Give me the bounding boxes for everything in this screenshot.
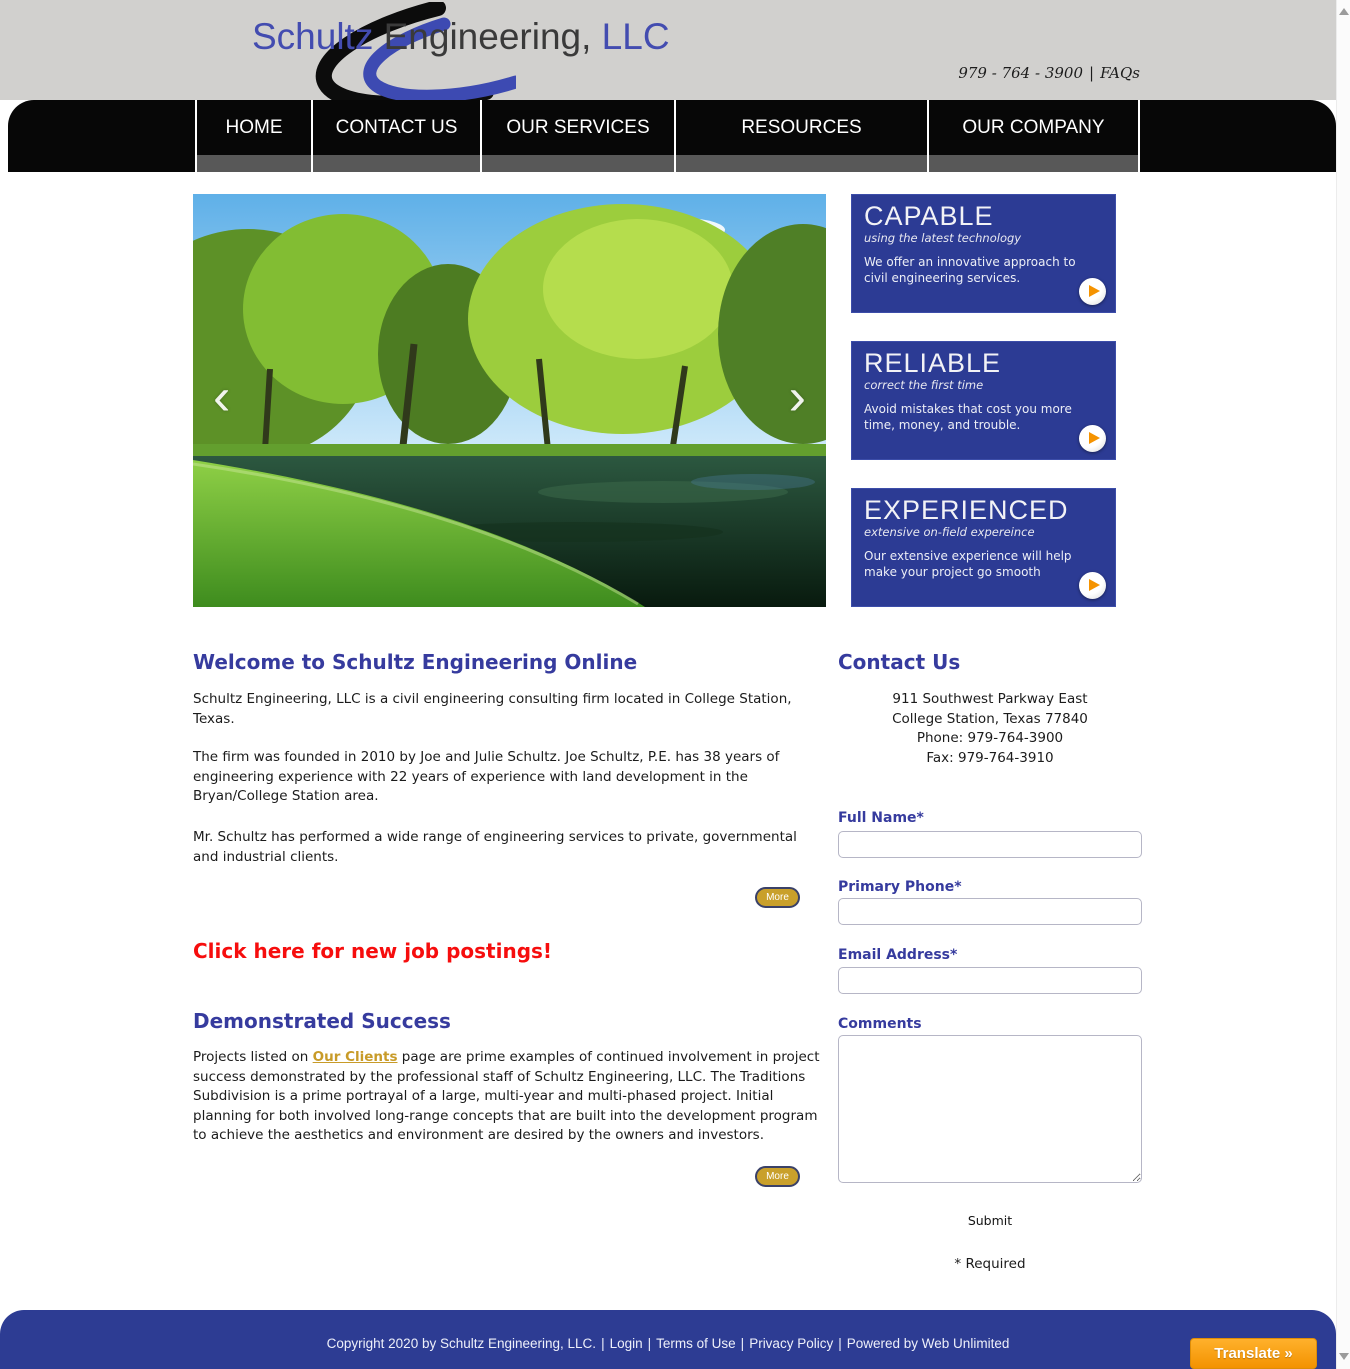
footer-powered-prefix: Powered by xyxy=(846,1336,919,1351)
promo-body: We offer an innovative approach to civil engineering services. xyxy=(864,255,1076,285)
translate-button[interactable]: Translate » xyxy=(1190,1338,1317,1369)
success-paragraph xyxy=(193,1048,826,1146)
nav-item-our-company[interactable]: OUR COMPANY xyxy=(929,100,1140,172)
primary-phone-field[interactable] xyxy=(838,898,1142,925)
promo-body: Our extensive experience will help make your project go smooth xyxy=(864,549,1072,579)
footer-separator: | xyxy=(740,1336,745,1351)
promo-reliable[interactable] xyxy=(851,341,1116,460)
submit-row xyxy=(838,1210,1142,1229)
intro-paragraph-2: The firm was founded in 2010 by Joe and Julie Schultz. Joe Schultz, P.E. has 38 years of engineering experience with 22 years of experience with land development in the Bryan/College Station area. xyxy=(193,749,780,805)
header-phone: 979 - 764 - 3900 xyxy=(958,64,1083,82)
footer-copyright: Copyright 2020 by Schultz Engineering, LLC. xyxy=(326,1336,597,1351)
promo-body: Avoid mistakes that cost you more time, money, and trouble. xyxy=(864,402,1072,432)
nav-item-resources[interactable]: RESOURCES xyxy=(676,100,929,172)
header xyxy=(0,0,1336,100)
footer-link-terms[interactable]: Terms of Use xyxy=(656,1336,736,1351)
page-scrollbar[interactable] xyxy=(1336,0,1350,1369)
promo-capable[interactable] xyxy=(851,194,1116,313)
more-button-success[interactable]: More xyxy=(755,1166,800,1187)
promo-title: EXPERIENCED xyxy=(864,495,1069,525)
success-heading: Demonstrated Success xyxy=(193,1009,451,1033)
pond-willow-photo xyxy=(193,194,826,607)
footer-link-web-unlimited[interactable]: Web Unlimited xyxy=(921,1336,1010,1351)
main-nav xyxy=(8,100,1336,172)
contact-fax: Fax: 979-764-3910 xyxy=(926,749,1054,766)
contact-phone: Phone: 979-764-3900 xyxy=(916,730,1064,747)
nav-item-home[interactable]: HOME xyxy=(195,100,313,172)
footer-link-privacy[interactable]: Privacy Policy xyxy=(749,1336,834,1351)
company-logo[interactable] xyxy=(186,0,706,100)
success-text-post: page are prime examples of continued involvement in project success demonstrated by the professional staff of Schultz Engineering, LLC. The Traditions Subdivision is a prime portrayal of a large, multi-year and multi-phased project. Initial planning for both involved long-range concepts that are built into the development program to achieve the aesthetics and environment are desired by the owners and investors. xyxy=(193,1049,820,1144)
footer-separator: | xyxy=(838,1336,842,1351)
scroll-up-icon[interactable] xyxy=(1339,8,1349,15)
promo-experienced[interactable] xyxy=(851,488,1116,607)
nav-menu xyxy=(195,100,1140,172)
contact-address xyxy=(838,690,1142,768)
our-clients-link[interactable]: Our Clients xyxy=(312,1049,398,1065)
hero-carousel xyxy=(193,194,826,607)
intro-paragraph-1: Schultz Engineering, LLC is a civil engineering consulting firm located in College Station, Texas. xyxy=(193,691,792,727)
required-note: * Required xyxy=(954,1256,1026,1272)
job-postings-heading[interactable]: Click here for new job postings! xyxy=(193,939,553,963)
header-divider: | xyxy=(1089,64,1095,82)
intro-paragraph-3: Mr. Schultz has performed a wide range of engineering services to private, governmental and industrial clients. xyxy=(193,829,797,865)
contact-us-heading: Contact Us xyxy=(838,650,961,674)
success-text-pre: Projects listed on xyxy=(193,1049,313,1065)
email-address-label: Email Address* xyxy=(838,947,958,963)
faqs-link[interactable]: FAQs xyxy=(1100,64,1140,82)
submit-button[interactable]: Submit xyxy=(967,1213,1013,1228)
carousel-next-icon[interactable]: › xyxy=(788,367,806,426)
play-icon[interactable] xyxy=(1079,278,1106,305)
promo-title: CAPABLE xyxy=(864,201,994,231)
comments-field[interactable] xyxy=(838,1035,1142,1183)
scroll-down-icon[interactable] xyxy=(1339,1353,1349,1360)
nav-item-contact-us[interactable]: CONTACT US xyxy=(313,100,482,172)
address-line-1: 911 Southwest Parkway East xyxy=(892,691,1088,707)
promo-tagline: correct the first time xyxy=(864,378,984,392)
footer-text xyxy=(0,1336,1336,1351)
primary-phone-label: Primary Phone* xyxy=(838,879,962,895)
address-line-2: College Station, Texas 77840 xyxy=(892,710,1088,727)
promo-tagline: using the latest technology xyxy=(864,231,1022,245)
full-name-label: Full Name* xyxy=(838,810,924,826)
play-icon[interactable] xyxy=(1079,425,1106,452)
nav-item-our-services[interactable]: OUR SERVICES xyxy=(482,100,676,172)
carousel-prev-icon[interactable]: ‹ xyxy=(213,367,231,426)
email-address-field[interactable] xyxy=(838,967,1142,994)
comments-label: Comments xyxy=(838,1016,922,1032)
logo-text: Schultz Engineering, LLC xyxy=(252,16,670,57)
header-contact xyxy=(958,64,1140,82)
play-icon[interactable] xyxy=(1079,572,1106,599)
footer-separator: | xyxy=(601,1336,605,1351)
footer-separator: | xyxy=(647,1336,652,1351)
promo-tagline: extensive on-field expereince xyxy=(864,525,1035,539)
promo-title: RELIABLE xyxy=(864,348,1002,378)
welcome-heading: Welcome to Schultz Engineering Online xyxy=(193,650,638,674)
footer-link-login[interactable]: Login xyxy=(609,1336,643,1351)
more-button-welcome[interactable]: More xyxy=(755,887,800,908)
footer xyxy=(0,1310,1336,1369)
full-name-field[interactable] xyxy=(838,831,1142,858)
